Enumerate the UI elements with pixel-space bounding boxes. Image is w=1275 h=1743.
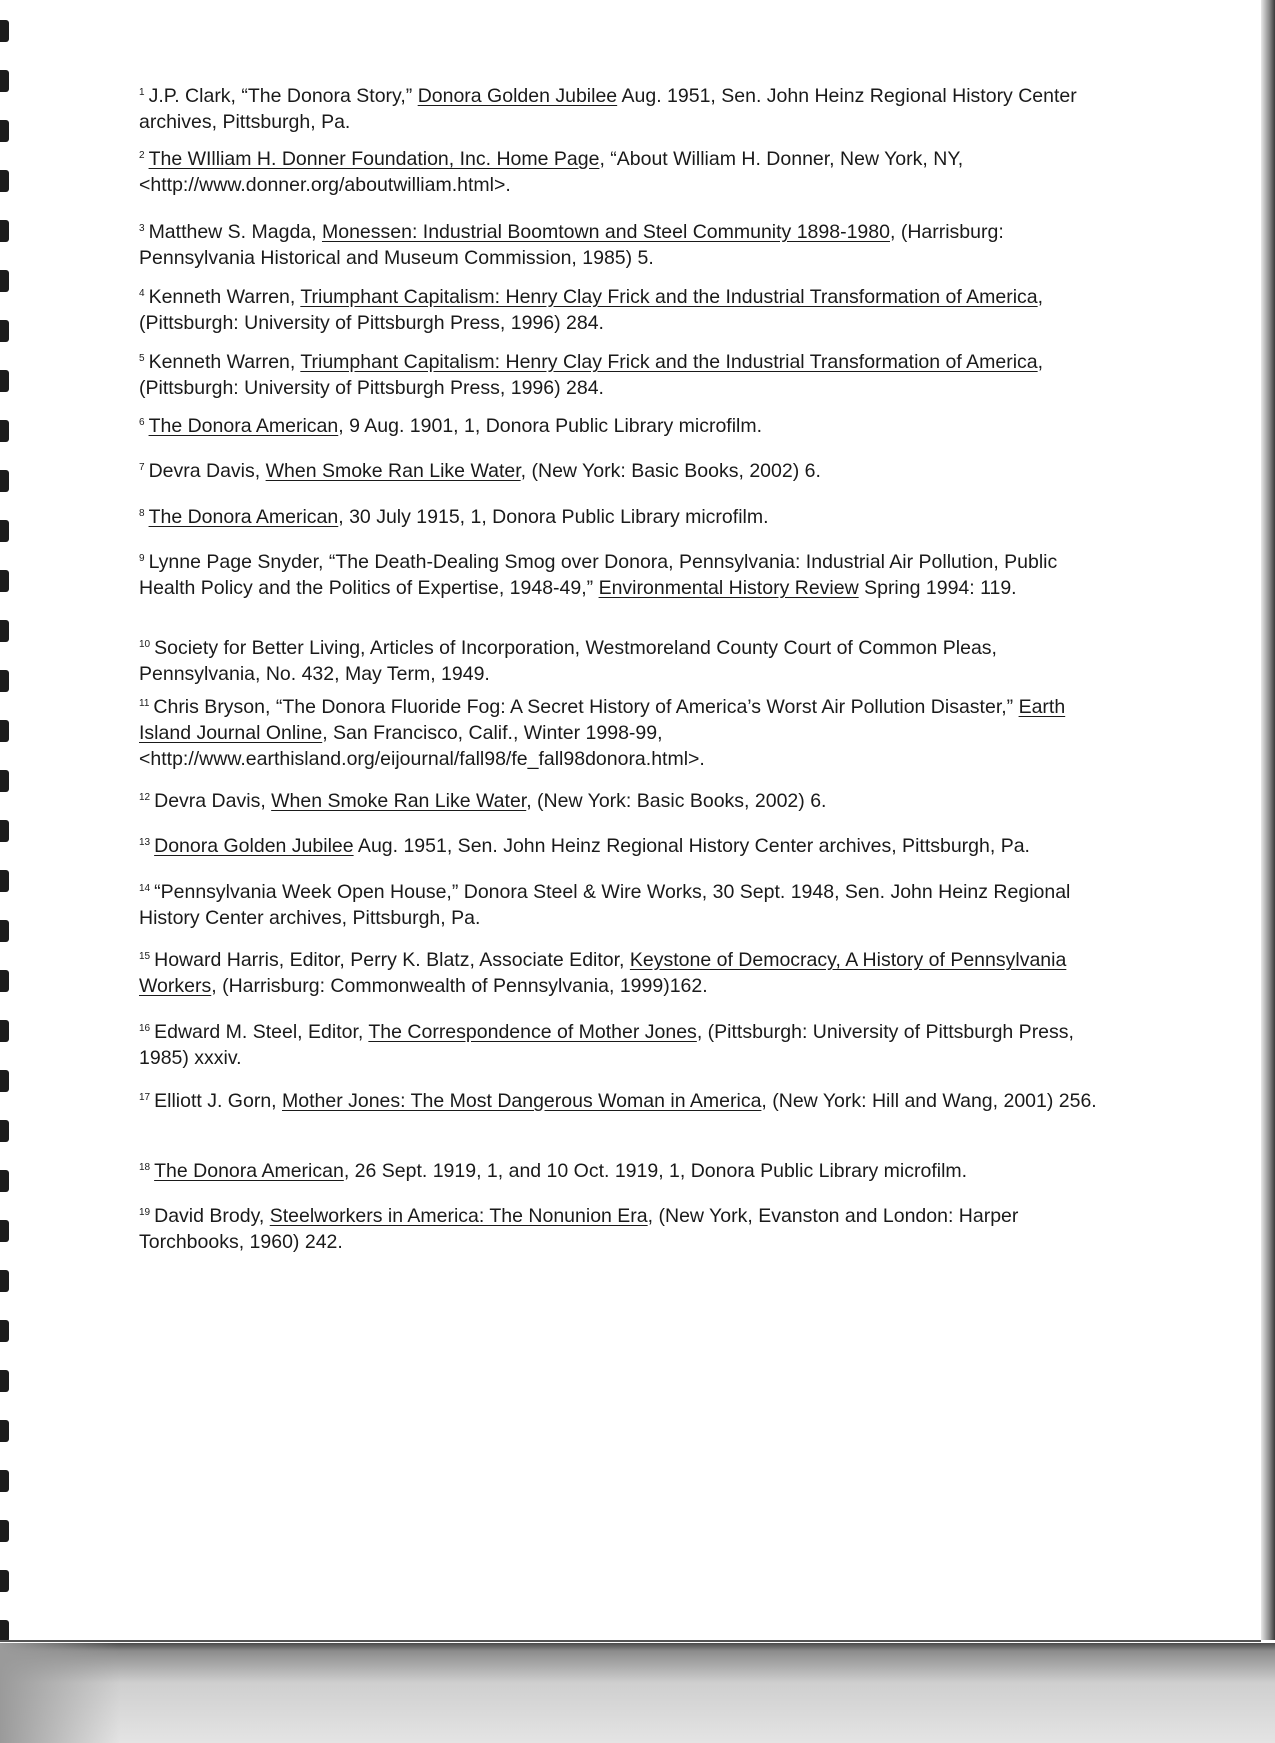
binding-hole <box>0 770 9 792</box>
footnote-text-before-title: “Pennsylvania Week Open House,” Donora Steel & Wire Works, 30 Sept. 1948, Sen. John Heinz Regional History Center archives, Pittsburgh, Pa. <box>139 881 1071 929</box>
footnote-underlined-title: Environmental History Review <box>598 577 859 599</box>
footnote-text-after-title: , (New York: Basic Books, 2002) 6. <box>526 790 827 812</box>
footnote-3 <box>139 216 1099 271</box>
binding-hole <box>0 1220 9 1242</box>
footnote-text-after-title: Spring 1994: 119. <box>858 577 1017 599</box>
footnote-text-before-title: Devra Davis, <box>154 790 272 812</box>
footnote-text-before-title: Society for Better Living, Articles of Incorporation, Westmoreland County Court of Common Pleas, Pennsylvania, No. 432, May Term, 1949. <box>139 637 997 685</box>
footnote-number: 14 <box>139 883 151 894</box>
binding-hole <box>0 820 9 842</box>
binding-hole <box>0 670 9 692</box>
footnote-text-after-title: , (Pittsburgh: University of Pittsburgh Press, 1985) xxxiv. <box>139 1021 1074 1069</box>
footnote-text-before-title: J.P. Clark, “The Donora Story,” <box>148 85 418 107</box>
footnote-10 <box>139 632 1099 687</box>
footnote-number: 10 <box>139 639 151 650</box>
footnote-number: 16 <box>139 1023 151 1034</box>
footnote-text-after-title: , San Francisco, Calif., Winter 1998-99, <http://www.earthisland.org/eijournal/fall98/fe_fall98donora.html>. <box>139 722 705 770</box>
binding-hole <box>0 570 9 592</box>
footnote-text-after-title: , 26 Sept. 1919, 1, and 10 Oct. 1919, 1, Donora Public Library microfilm. <box>343 1160 968 1182</box>
footnote-underlined-title: Triumphant Capitalism: Henry Clay Frick and the Industrial Transformation of America <box>300 286 1038 308</box>
binding-hole <box>0 1370 9 1392</box>
binding-hole <box>0 620 9 642</box>
footnote-text-after-title: Aug. 1951, Sen. John Heinz Regional History Center archives, Pittsburgh, Pa. <box>139 85 1077 133</box>
binding-hole <box>0 1070 9 1092</box>
binding-hole <box>0 270 9 292</box>
binding-hole <box>0 720 9 742</box>
footnote-text-after-title: , (New York, Evanston and London: Harper Torchbooks, 1960) 242. <box>139 1205 1019 1253</box>
footnote-number: 15 <box>139 951 151 962</box>
footnote-text-before-title: Elliott J. Gorn, <box>154 1090 282 1112</box>
footnote-5 <box>139 346 1099 401</box>
binding-hole <box>0 520 9 542</box>
footnote-text-before-title: David Brody, <box>154 1205 270 1227</box>
footnote-underlined-title: The Correspondence of Mother Jones <box>368 1021 697 1043</box>
footnote-11 <box>139 691 1099 772</box>
footnote-18 <box>139 1155 1099 1184</box>
footnote-underlined-title: When Smoke Ran Like Water <box>271 790 527 812</box>
footnote-text-after-title: , (Pittsburgh: University of Pittsburgh Press, 1996) 284. <box>139 286 1044 334</box>
footnote-text-after-title: Aug. 1951, Sen. John Heinz Regional History Center archives, Pittsburgh, Pa. <box>353 835 1030 857</box>
binding-hole <box>0 470 9 492</box>
footnote-underlined-title: Monessen: Industrial Boomtown and Steel Community 1898-1980 <box>321 221 890 243</box>
footnote-underlined-title: Triumphant Capitalism: Henry Clay Frick and the Industrial Transformation of America <box>300 351 1038 373</box>
footnote-text-before-title: Edward M. Steel, Editor, <box>154 1021 369 1043</box>
binding-hole <box>0 370 9 392</box>
footnote-text-after-title: , 30 July 1915, 1, Donora Public Library microfilm. <box>338 506 769 528</box>
footnote-number: 6 <box>139 417 145 428</box>
footnote-text-after-title: , (New York: Hill and Wang, 2001) 256. <box>761 1090 1097 1112</box>
footnote-text-after-title: , (Pittsburgh: University of Pittsburgh Press, 1996) 284. <box>139 351 1044 399</box>
binding-hole <box>0 1170 9 1192</box>
footnote-number: 5 <box>139 353 145 364</box>
footnote-underlined-title: Mother Jones: The Most Dangerous Woman in America <box>282 1090 762 1112</box>
binding-hole <box>0 970 9 992</box>
footnote-number: 18 <box>139 1162 151 1173</box>
footnote-number: 3 <box>139 223 145 234</box>
footnote-number: 1 <box>139 87 145 98</box>
footnote-text-after-title: , “About William H. Donner, New York, NY, <http://www.donner.org/aboutwilliam.html>. <box>139 148 964 196</box>
footnote-underlined-title: The Donora American <box>148 415 339 437</box>
footnote-underlined-title: The Donora American <box>148 506 339 528</box>
footnote-number: 2 <box>139 150 145 161</box>
footnote-text-before-title: Kenneth Warren, <box>148 286 301 308</box>
binding-hole <box>0 1020 9 1042</box>
footnote-9 <box>139 546 1099 601</box>
footnote-number: 4 <box>139 288 145 299</box>
binding-hole <box>0 1420 9 1442</box>
footnote-8 <box>139 501 1099 530</box>
footnote-underlined-title: Earth Island Journal Online <box>139 696 1066 744</box>
footnote-19 <box>139 1200 1099 1255</box>
binding-hole <box>0 20 9 42</box>
footnote-number: 17 <box>139 1092 151 1103</box>
footnote-underlined-title: Steelworkers in America: The Nonunion Era <box>269 1205 648 1227</box>
footnote-text-before-title: Lynne Page Snyder, “The Death-Dealing Smog over Donora, Pennsylvania: Industrial Air Pollution, Public Health Policy and the Politics of Expertise, 1948-49,” <box>139 551 1058 599</box>
footnote-1 <box>139 80 1099 135</box>
footnote-6 <box>139 410 1099 439</box>
binding-holes <box>0 0 16 1660</box>
binding-hole <box>0 1570 9 1592</box>
footnote-4 <box>139 281 1099 336</box>
footnote-underlined-title: The Donora American <box>154 1160 344 1182</box>
binding-hole <box>0 1270 9 1292</box>
footnote-text-before-title: Chris Bryson, “The Donora Fluoride Fog: A Secret History of America’s Worst Air Pollution Disaster,” <box>153 696 1019 718</box>
binding-hole <box>0 420 9 442</box>
footnote-underlined-title: The WIlliam H. Donner Foundation, Inc. Home Page <box>148 148 600 170</box>
footnote-text-before-title: Kenneth Warren, <box>148 351 301 373</box>
binding-hole <box>0 1620 9 1642</box>
footnote-underlined-title: Keystone of Democracy, A History of Pennsylvania Workers <box>139 949 1067 997</box>
footnote-13 <box>139 830 1099 859</box>
binding-hole <box>0 870 9 892</box>
footnote-16 <box>139 1016 1099 1071</box>
footnote-2 <box>139 143 1099 198</box>
footnote-number: 13 <box>139 837 151 848</box>
binding-hole <box>0 220 9 242</box>
footnote-text-after-title: , (Harrisburg: Commonwealth of Pennsylvania, 1999)162. <box>211 975 708 997</box>
page-right-edge-shadow <box>1261 0 1275 1640</box>
binding-hole <box>0 1320 9 1342</box>
scan-bottom-shadow <box>0 1643 1275 1743</box>
footnote-text-before-title: Devra Davis, <box>148 460 266 482</box>
footnote-text-before-title: Matthew S. Magda, <box>148 221 322 243</box>
footnote-14 <box>139 876 1099 931</box>
footnote-17 <box>139 1085 1099 1114</box>
footnote-number: 12 <box>139 792 151 803</box>
footnote-number: 8 <box>139 508 145 519</box>
binding-hole <box>0 320 9 342</box>
footnote-number: 11 <box>139 698 150 709</box>
footnote-7 <box>139 455 1099 484</box>
footnote-text-before-title: Howard Harris, Editor, Perry K. Blatz, Associate Editor, <box>154 949 630 971</box>
binding-hole <box>0 920 9 942</box>
binding-hole <box>0 1470 9 1492</box>
footnote-number: 7 <box>139 462 145 473</box>
footnote-12 <box>139 785 1099 814</box>
footnote-underlined-title: Donora Golden Jubilee <box>417 85 618 107</box>
footnote-text-after-title: , (New York: Basic Books, 2002) 6. <box>520 460 821 482</box>
binding-hole <box>0 1520 9 1542</box>
footnote-number: 19 <box>139 1207 151 1218</box>
footnote-underlined-title: When Smoke Ran Like Water <box>265 460 521 482</box>
binding-hole <box>0 70 9 92</box>
page-bottom-edge <box>0 1640 1261 1642</box>
binding-hole <box>0 1120 9 1142</box>
footnote-15 <box>139 944 1099 999</box>
footnote-number: 9 <box>139 553 145 564</box>
binding-hole <box>0 120 9 142</box>
binding-hole <box>0 170 9 192</box>
footnote-underlined-title: Donora Golden Jubilee <box>154 835 354 857</box>
footnote-text-after-title: , (Harrisburg: Pennsylvania Historical and Museum Commission, 1985) 5. <box>139 221 1004 269</box>
footnote-text-after-title: , 9 Aug. 1901, 1, Donora Public Library microfilm. <box>338 415 763 437</box>
